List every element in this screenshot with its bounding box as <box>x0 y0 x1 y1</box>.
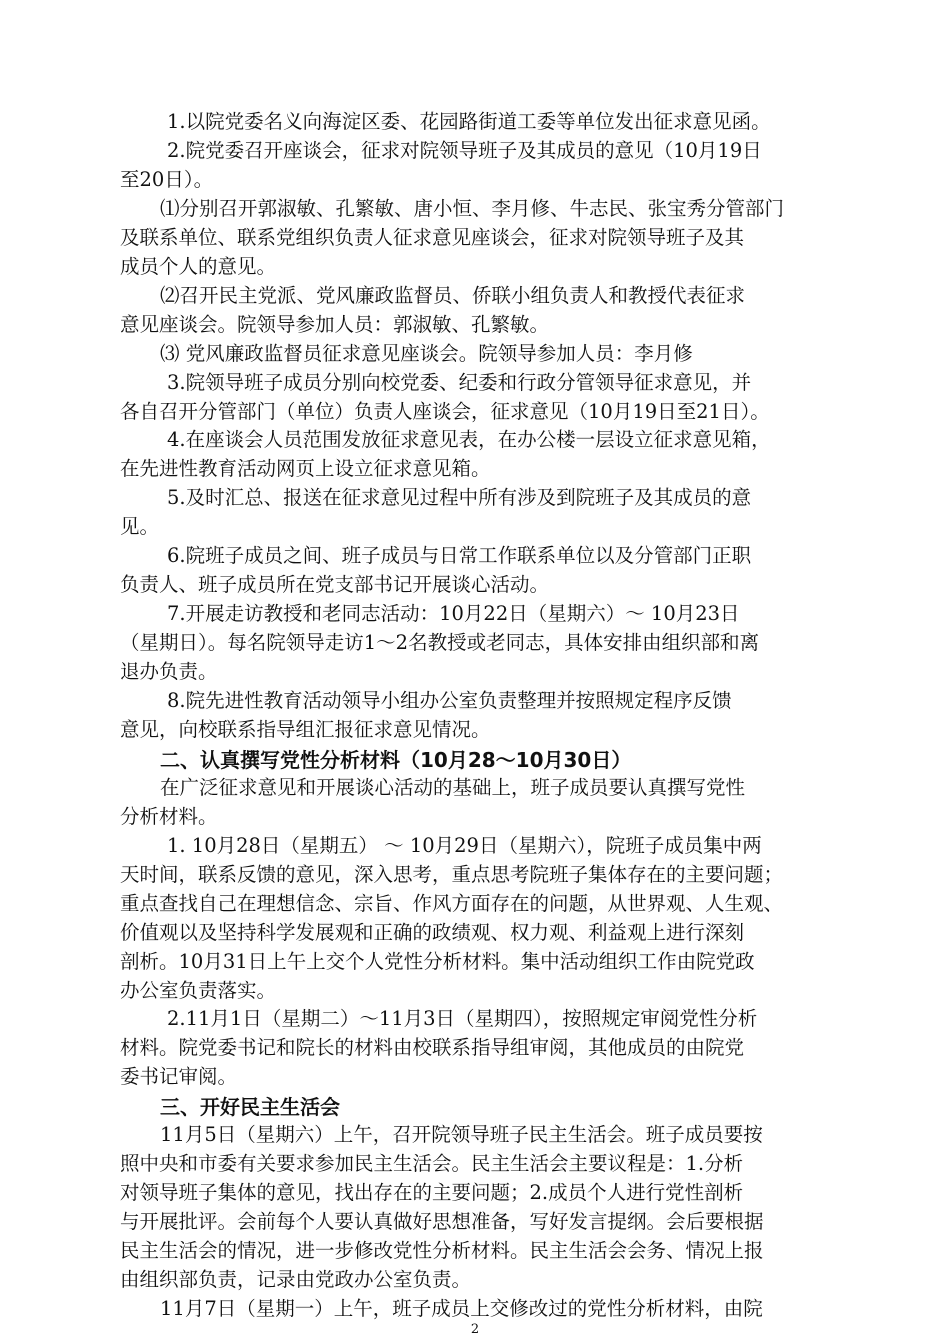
paragraph-line: 3.院领导班子成员分别向校党委、纪委和行政分管领导征求意见，并 <box>167 370 752 394</box>
paragraph-line: 及联系单位、联系党组织负责人征求意见座谈会，征求对院领导班子及其 <box>120 225 745 249</box>
paragraph-line: 11月7日（星期一）上午，班子成员上交修改过的党性分析材料，由院 <box>160 1297 763 1320</box>
paragraph-line: ⑶ 党风廉政监督员征求意见座谈会。院领导参加人员：李月修 <box>160 341 693 365</box>
paragraph-line: 1. 10月28日（星期五） ～ 10月29日（星期六），院班子成员集中两 <box>167 833 762 857</box>
paragraph-line: 由组织部负责，记录由党政办公室负责。 <box>120 1268 472 1292</box>
paragraph-line: 意见座谈会。院领导参加人员：郭淑敏、孔繁敏。 <box>120 312 550 336</box>
section-heading: 三、开好民主生活会 <box>160 1095 340 1120</box>
paragraph-line: 价值观以及坚持科学发展观和正确的政绩观、权力观、利益观上进行深刻 <box>120 920 745 944</box>
paragraph-line: 成员个人的意见。 <box>120 254 277 278</box>
paragraph-line: ⑴分别召开郭淑敏、孔繁敏、唐小恒、李月修、牛志民、张宝秀分管部门 <box>160 196 785 220</box>
paragraph-line: 意见，向校联系指导组汇报征求意见情况。 <box>120 717 491 741</box>
paragraph-line: 6.院班子成员之间、班子成员与日常工作联系单位以及分管部门正职 <box>167 544 752 568</box>
paragraph-line: 天时间，联系反馈的意见，深入思考，重点思考院班子集体存在的主要问题； <box>120 862 784 886</box>
paragraph-line: 在先进性教育活动网页上设立征求意见箱。 <box>120 457 491 481</box>
paragraph-line: 退办负责。 <box>120 660 218 684</box>
paragraph-line: 委书记审阅。 <box>120 1065 238 1089</box>
paragraph-line: 材料。院党委书记和院长的材料由校联系指导组审阅，其他成员的由院党 <box>120 1036 745 1060</box>
paragraph-line: 各自召开分管部门（单位）负责人座谈会，征求意见（10月19日至21日）。 <box>120 399 770 423</box>
paragraph-line: 1.以院党委名义向海淀区委、花园路街道工委等单位发出征求意见函。 <box>167 110 771 133</box>
paragraph-line: 与开展批评。会前每个人要认真做好思想准备，写好发言提纲。会后要根据 <box>120 1210 764 1234</box>
paragraph-line: 8.院先进性教育活动领导小组办公室负责整理并按照规定程序反馈 <box>167 689 732 713</box>
paragraph-line: 见。 <box>120 515 160 539</box>
paragraph-line: 办公室负责落实。 <box>120 978 277 1002</box>
paragraph-line: 11月5日（星期六）上午，召开院领导班子民主生活会。班子成员要按 <box>160 1123 763 1147</box>
paragraph-line: 2.院党委召开座谈会，征求对院领导班子及其成员的意见（10月19日 <box>167 138 762 162</box>
paragraph-line: 5.及时汇总、报送在征求意见过程中所有涉及到院班子及其成员的意 <box>167 486 752 510</box>
paragraph-line: 在广泛征求意见和开展谈心活动的基础上，班子成员要认真撰写党性 <box>160 775 746 799</box>
paragraph-line: 7.开展走访教授和老同志活动：10月22日（星期六）～ 10月23日 <box>167 602 740 626</box>
page-number: 2 <box>470 1322 480 1337</box>
paragraph-line: 重点查找自己在理想信念、宗旨、作风方面存在的问题，从世界观、人生观、 <box>120 891 784 915</box>
paragraph-line: 民主生活会的情况，进一步修改党性分析材料。民主生活会会务、情况上报 <box>120 1239 764 1263</box>
paragraph-line: 2.11月1日（星期二）～11月3日（星期四），按照规定审阅党性分析 <box>167 1007 758 1031</box>
paragraph-line: 对领导班子集体的意见，找出存在的主要问题；2.成员个人进行党性剖析 <box>120 1181 744 1205</box>
paragraph-line: 4.在座谈会人员范围发放征求意见表，在办公楼一层设立征求意见箱， <box>167 428 771 452</box>
paragraph-line: 剖析。10月31日上午上交个人党性分析材料。集中活动组织工作由院党政 <box>120 949 755 973</box>
paragraph-line: 负责人、班子成员所在党支部书记开展谈心活动。 <box>120 573 550 597</box>
paragraph-line: 至20日）。 <box>120 167 214 191</box>
paragraph-line: 分析材料。 <box>120 804 218 828</box>
paragraph-line: （星期日）。每名院领导走访1～2名教授或老同志，具体安排由组织部和离 <box>120 631 760 655</box>
section-heading: 二、认真撰写党性分析材料（10月28～10月30日） <box>160 747 632 772</box>
paragraph-line: 照中央和市委有关要求参加民主生活会。民主生活会主要议程是：1.分析 <box>120 1152 744 1176</box>
paragraph-line: ⑵召开民主党派、党风廉政监督员、侨联小组负责人和教授代表征求 <box>160 283 746 307</box>
